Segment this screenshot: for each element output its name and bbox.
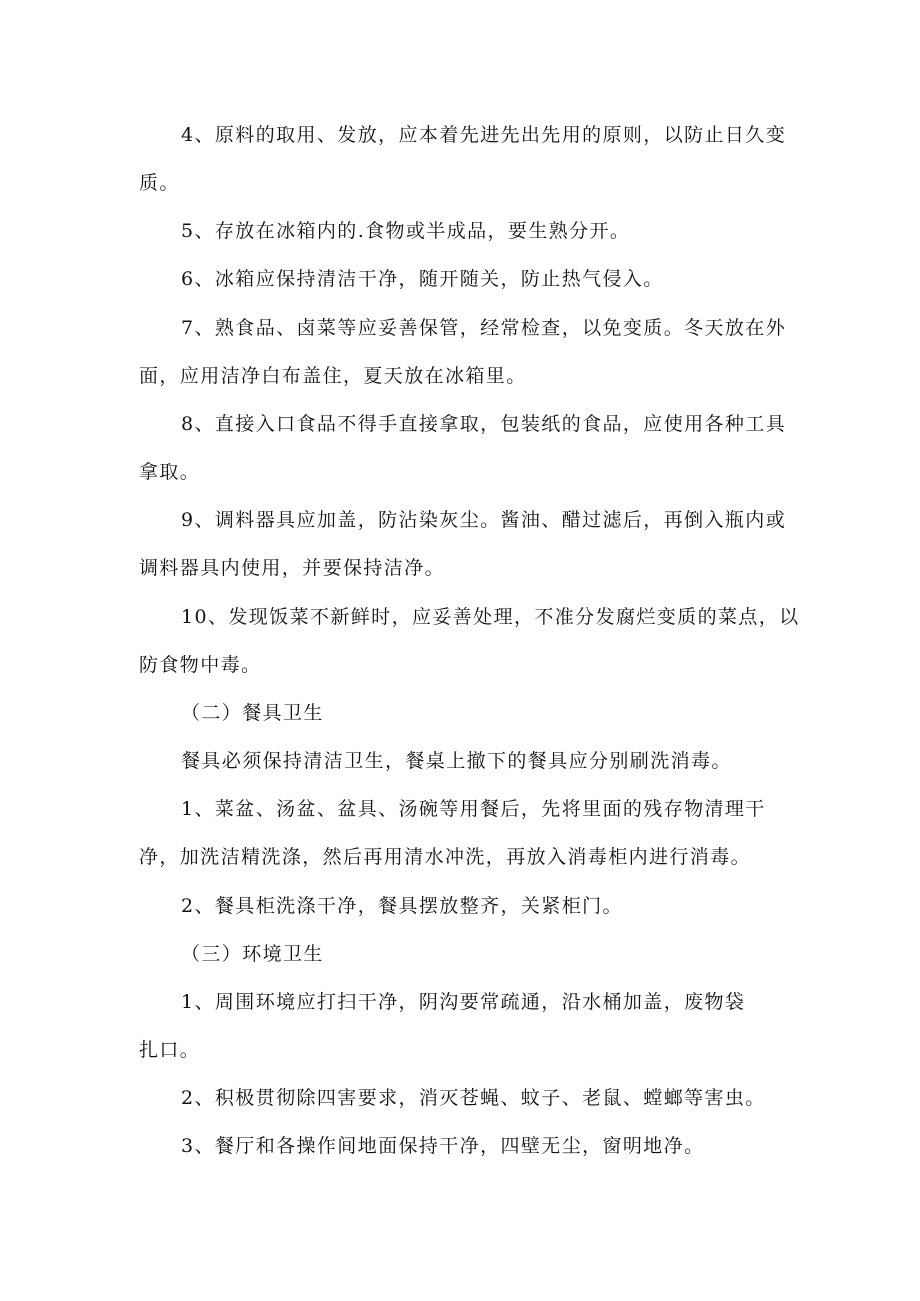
text-line-22: 3、餐厅和各操作间地面保持干净，四壁无尘，窗明地净。 <box>181 1135 705 1157</box>
section-heading-environment: （三）环境卫生 <box>181 943 324 965</box>
section-heading-tableware: （二）餐具卫生 <box>181 702 324 724</box>
text-line-6: 面，应用洁净白布盖住，夏天放在冰箱里。 <box>139 365 527 387</box>
text-line-2: 质。 <box>139 172 180 194</box>
text-line-5: 7、熟食品、卤菜等应妥善保管，经常检查，以免变质。冬天放在外 <box>181 317 787 339</box>
text-line-10: 调料器具内使用，并要保持洁净。 <box>139 557 446 579</box>
text-line-20: 扎口。 <box>139 1039 201 1061</box>
text-line-21: 2、积极贯彻除四害要求，消灭苍蝇、蚊子、老鼠、螳螂等害虫。 <box>181 1087 766 1109</box>
text-line-19: 1、周围环境应打扫干净，阴沟要常疏通，沿水桶加盖，废物袋 <box>181 991 746 1013</box>
text-line-4: 6、冰箱应保持清洁干净，随开随关，防止热气侵入。 <box>181 268 664 290</box>
text-line-1: 4、原料的取用、发放，应本着先进先出先用的原则，以防止日久变 <box>181 124 787 146</box>
text-line-3: 5、存放在冰箱内的.食物或半成品，要生熟分开。 <box>181 220 631 242</box>
text-line-12: 防食物中毒。 <box>139 654 262 676</box>
text-line-7: 8、直接入口食品不得手直接拿取，包装纸的食品，应使用各种工具 <box>181 413 787 435</box>
text-line-16: 净，加洗洁精洗涤，然后再用清水冲洗，再放入消毒柜内进行消毒。 <box>139 846 752 868</box>
text-line-14: 餐具必须保持清洁卫生，餐桌上撤下的餐具应分别刷洗消毒。 <box>181 750 732 772</box>
text-line-15: 1、菜盆、汤盆、盆具、汤碗等用餐后，先将里面的残存物清理干 <box>181 798 766 820</box>
text-line-8: 拿取。 <box>139 461 201 483</box>
text-line-11: 10、发现饭菜不新鲜时，应妥善处理，不准分发腐烂变质的菜点，以 <box>181 606 800 628</box>
text-line-17: 2、餐具柜洗涤干净，餐具摆放整齐，关紧柜门。 <box>181 895 623 917</box>
text-line-9: 9、调料器具应加盖，防沾染灰尘。酱油、醋过滤后，再倒入瓶内或 <box>181 509 787 531</box>
